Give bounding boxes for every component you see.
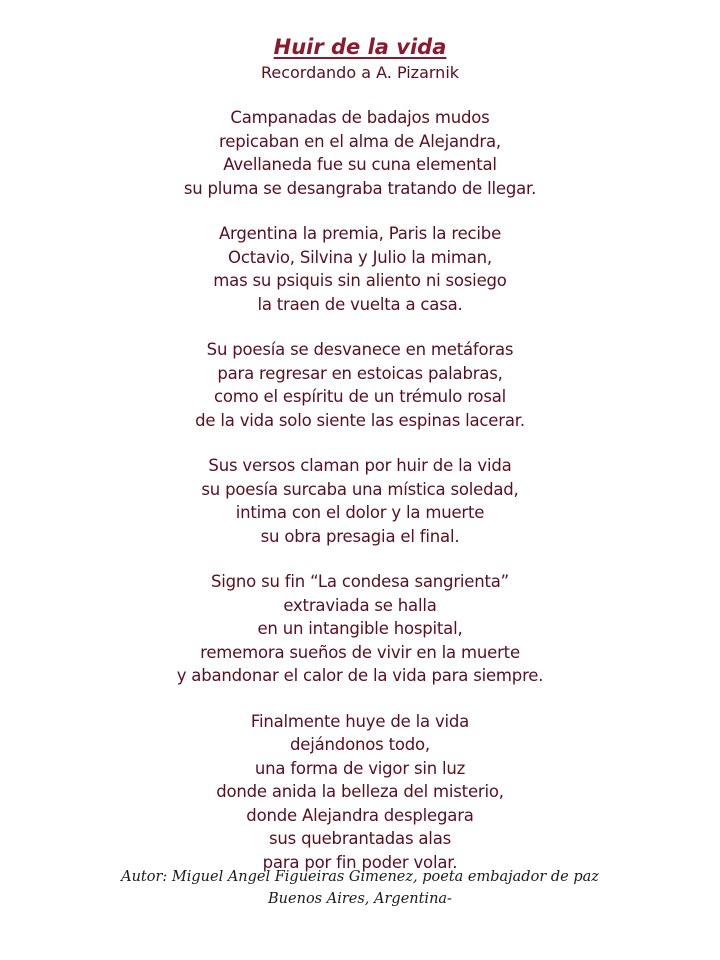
poem-line: su obra presagia el final. (260, 526, 460, 546)
stanza (0, 338, 720, 432)
location-line: Buenos Aires, Argentina- (268, 891, 452, 907)
poem-line: en un intangible hospital, (257, 619, 463, 638)
author-signature (0, 866, 720, 910)
poem-line: dejándonos todo, (290, 735, 430, 754)
poem-line: donde Alejandra desplegara (246, 805, 474, 825)
poem-line: sus quebrantadas alas (268, 829, 451, 848)
stanza (0, 710, 720, 875)
poem-line: de la vida solo siente las espinas lacerar. (195, 410, 525, 430)
poem-title: Huir de la vida (273, 35, 447, 59)
poem-line: como el espíritu de un trémulo rosal (213, 387, 507, 406)
poem-line: Argentina la premia, Paris la recibe (218, 224, 502, 243)
poem-line: intima con el dolor y la muerte (235, 503, 485, 522)
poem-subtitle: Recordando a A. Pizarnik (260, 63, 460, 82)
stanza (0, 106, 720, 200)
poem-line: para por fin poder volar. (262, 852, 458, 872)
poem-line: Finalmente huye de la vida (250, 711, 470, 731)
stanza (0, 454, 720, 548)
stanza (0, 222, 720, 316)
poem-line: Signo su fin “La condesa sangrienta” (210, 572, 510, 591)
poem-line: su poesía surcaba una mística soledad, (201, 479, 519, 499)
author-line: Autor: Miguel Angel Figueiras Gimenez, poeta embajador de paz (121, 869, 599, 885)
poem-line: donde anida la belleza del misterio, (216, 782, 504, 801)
poem-line: para regresar en estoicas palabras, (217, 363, 503, 383)
poem-line: repicaban en el alma de Alejandra, (219, 131, 501, 151)
poem-line: Avellaneda fue su cuna elemental (223, 155, 497, 174)
poem-line: y abandonar el calor de la vida para siempre. (176, 666, 544, 685)
poem-line: Su poesía se desvanece en metáforas (206, 340, 514, 359)
poem-body (0, 106, 720, 896)
poem-line: mas su psiquis sin aliento ni sosiego (213, 271, 507, 290)
poem-line: Campanadas de badajos mudos (230, 108, 490, 127)
poem-line: su pluma se desangraba tratando de llegar. (183, 178, 537, 198)
poem-line: Sus versos claman por huir de la vida (208, 456, 512, 475)
poem-line: rememora sueños de vivir en la muerte (200, 642, 520, 662)
poem-line: la traen de vuelta a casa. (257, 294, 463, 314)
poem-line: Octavio, Silvina y Julio la miman, (228, 247, 492, 267)
poem-line: extraviada se halla (283, 595, 437, 615)
stanza (0, 570, 720, 688)
poem-line: una forma de vigor sin luz (254, 758, 466, 778)
